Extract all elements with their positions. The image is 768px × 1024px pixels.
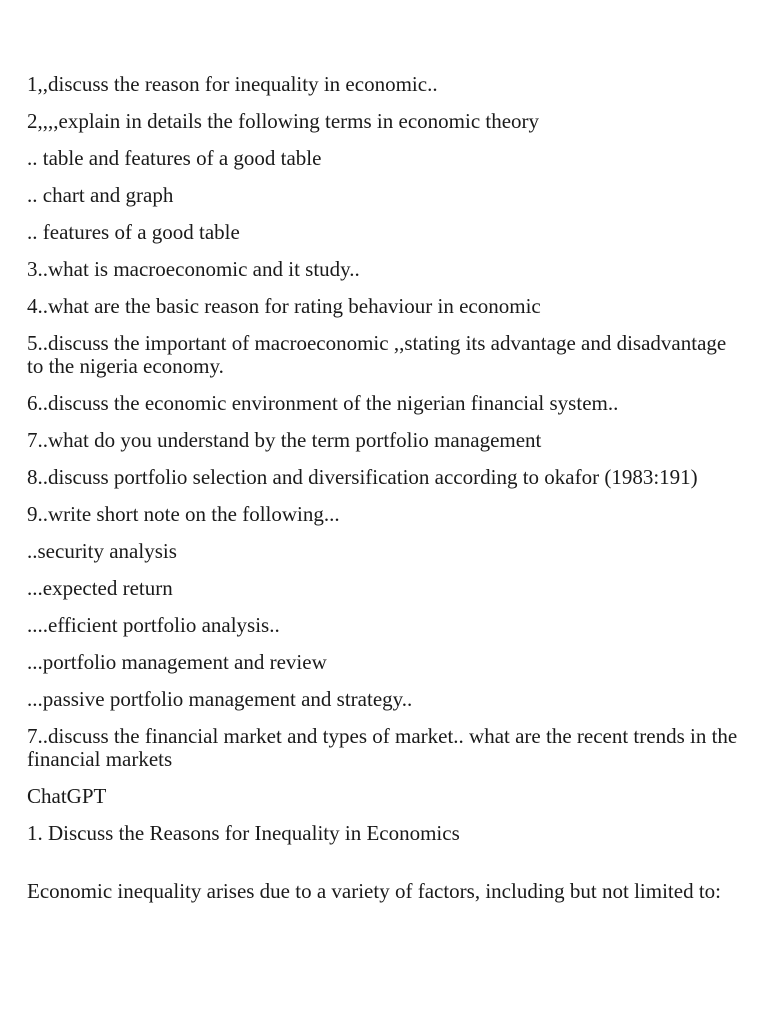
question-line: .. chart and graph — [27, 183, 174, 207]
question-line: ..security analysis — [27, 539, 177, 563]
question-line: 5..discuss the important of macroeconomic ,,stating its advantage and disadvantage to the nigeria economy. — [27, 331, 727, 378]
response-heading: 1. Discuss the Reasons for Inequality in Economics — [27, 821, 460, 845]
question-line: .. features of a good table — [27, 220, 240, 244]
question-line: 7..discuss the financial market and types of market.. what are the recent trends in the financial markets — [27, 724, 738, 771]
question-line: 4..what are the basic reason for rating behaviour in economic — [27, 294, 541, 318]
question-line: .. table and features of a good table — [27, 146, 322, 170]
response-intro: Economic inequality arises due to a variety of factors, including but not limited to: — [27, 879, 721, 903]
question-line: 3..what is macroeconomic and it study.. — [27, 257, 360, 281]
question-line: ...portfolio management and review — [27, 650, 327, 674]
question-line: ....efficient portfolio analysis.. — [27, 613, 280, 637]
response-author: ChatGPT — [27, 784, 107, 808]
question-line: ...expected return — [27, 576, 173, 600]
question-line: 7..what do you understand by the term portfolio management — [27, 428, 542, 452]
document-body — [27, 73, 741, 917]
question-line: 1,,discuss the reason for inequality in economic.. — [27, 72, 438, 96]
question-line: 2,,,,explain in details the following terms in economic theory — [27, 109, 540, 133]
question-line: ...passive portfolio management and strategy.. — [27, 687, 413, 711]
question-line: 6..discuss the economic environment of the nigerian financial system.. — [27, 391, 619, 415]
question-line: 9..write short note on the following... — [27, 502, 340, 526]
question-line: 8..discuss portfolio selection and diversification according to okafor (1983:191) — [27, 465, 698, 489]
